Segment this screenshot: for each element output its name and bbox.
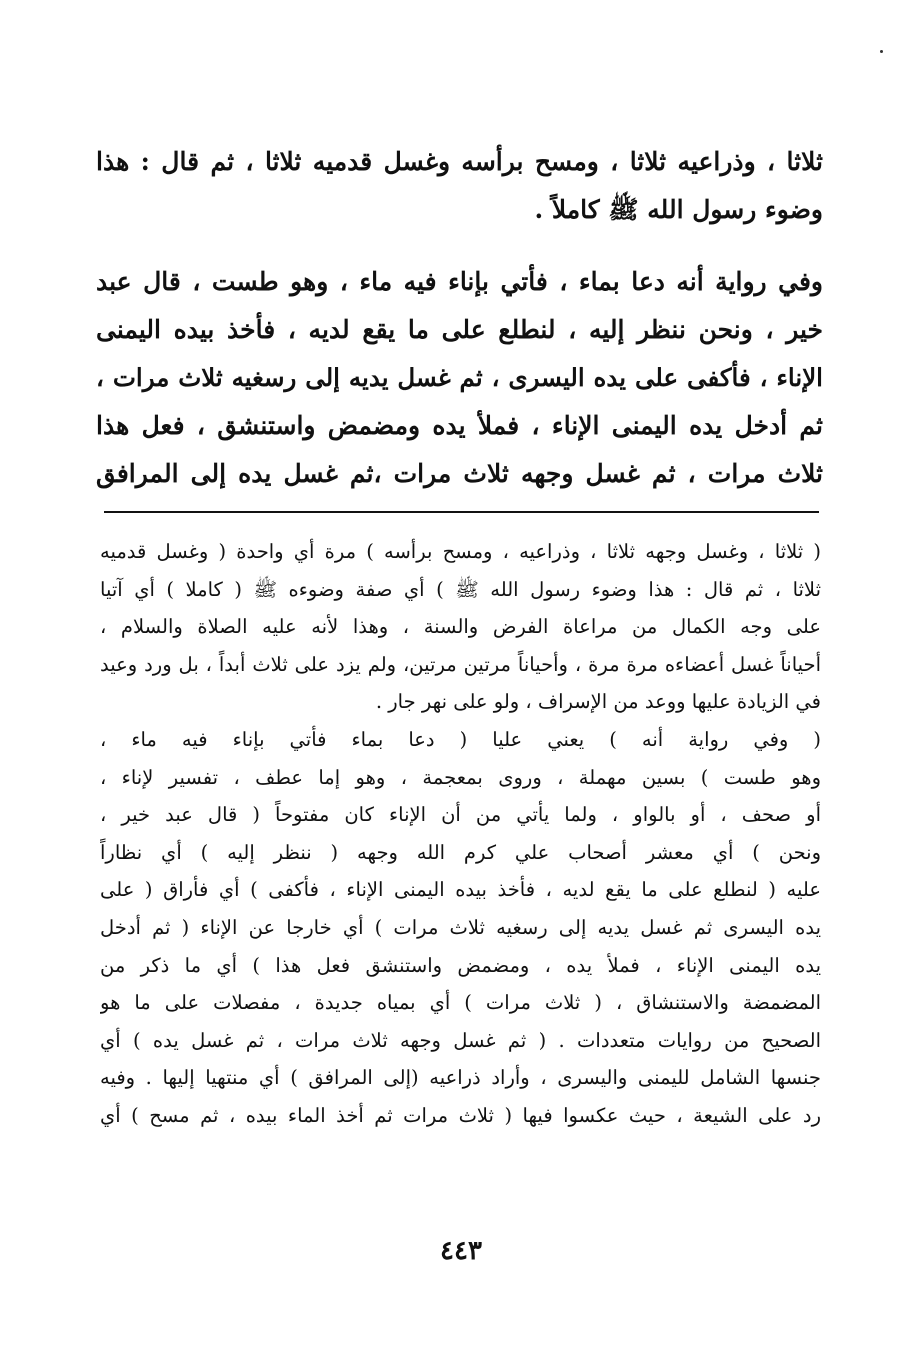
main-line: ثلاثا ، وذراعيه ثلاثا ، ومسح برأسه وغسل قدميه ثلاثا ، ثم قال : هذا [96,147,823,176]
main-line: ثلاث مرات ، ثم غسل وجهه ثلاث مرات ،ثم غسل يده إلى المرافق [96,459,823,488]
commentary-block [100,533,821,1135]
commentary-line: الصحيح من روايات متعددات . ( ثم غسل وجهه ثلاث مرات ، ثم غسل يده ) أي [100,1028,821,1052]
main-line: خير ، ونحن ننظر إليه ، لنطلع على ما يقع لديه ، فأخذ بيده اليمنى [96,315,823,344]
commentary-line: وهو طست ) بسين مهملة ، وروى بمعجمة ، وهو إما عطف ، تفسير لإناء ، [100,765,821,789]
commentary-line: ثلاثا ، ثم قال : هذا وضوء رسول الله ﷺ ) أي صفة وضوءه ﷺ ( كاملا ) أي آتيا [100,577,821,601]
main-line: وضوء رسول الله ﷺ كاملاً . [534,195,823,224]
commentary-line: يده اليمنى الإناء ، فملأ يده ، ومضمض واستنشق فعل هذا ) أي ما ذكر من [100,953,821,977]
page-number: ٤٤٣ [440,1236,482,1266]
commentary-line: المضمضة والاستنشاق ، ( ثلاث مرات ) أي بمياه جديدة ، مفصلات على ما هو [100,991,821,1015]
separator-rule [104,511,819,513]
commentary-line: عليه ( لنطلع على ما يقع لديه ، فأخذ بيده اليمنى الإناء ، فأكفى ) أي فأراق ( على [100,878,821,902]
main-line: ثم أدخل يده اليمنى الإناء ، فملأ يده ومضمض واستنشق ، فعل هذا [96,411,823,440]
commentary-line: أو صحف ، أو بالواو ، ولما يأتي من أن الإناء كان مفتوحاً ( قال عبد خير ، [100,803,821,827]
commentary-line: ونحن ) أي معشر أصحاب علي كرم الله وجهه ( ننظر إليه ) أي نظاراً [100,840,821,864]
commentary-line: أحياناً غسل أعضاءه مرة مرة ، وأحياناً مرتين مرتين، ولم يزد على ثلاث أبداً ، بل ورد وعيد [100,652,821,676]
commentary-line: ( ثلاثا ، وغسل وجهه ثلاثا ، وذراعيه ، ومسح برأسه ) مرة أي واحدة ( وغسل قدميه [100,540,821,563]
main-line: وفي رواية أنه دعا بماء ، فأتي بإناء فيه ماء ، وهو طست ، قال عبد [96,267,823,296]
commentary-line: رد على الشيعة ، حيث عكسوا فيها ( ثلاث مرات ثم أخذ الماء بيده ، ثم مسح ) أي [100,1103,821,1127]
main-text-block [96,138,823,498]
commentary-line: في الزيادة عليها ووعد من الإسراف ، ولو على نهر جار . [375,690,821,714]
main-line: الإناء ، فأكفى على يده اليسرى ، ثم غسل يديه إلى رسغيه ثلاث مرات ، [96,363,823,392]
commentary-line: على وجه الكمال من مراعاة الفرض والسنة ، وهذا لأنه عليه الصلاة والسلام ، [100,615,821,639]
commentary-line: ( وفي رواية أنه ) يعني عليا ( دعا بماء فأتي بإناء فيه ماء ، [100,727,821,751]
commentary-line: جنسها الشامل لليمنى واليسرى ، وأراد ذراعيه (إلى المرافق ) أي منتهيا إليها . وفيه [100,1066,821,1090]
commentary-line: يده اليسرى ثم غسل يديه إلى رسغيه ثلاث مرات ) أي خارجا عن الإناء ( ثم أدخل [100,915,821,939]
scan-speck [880,50,883,53]
